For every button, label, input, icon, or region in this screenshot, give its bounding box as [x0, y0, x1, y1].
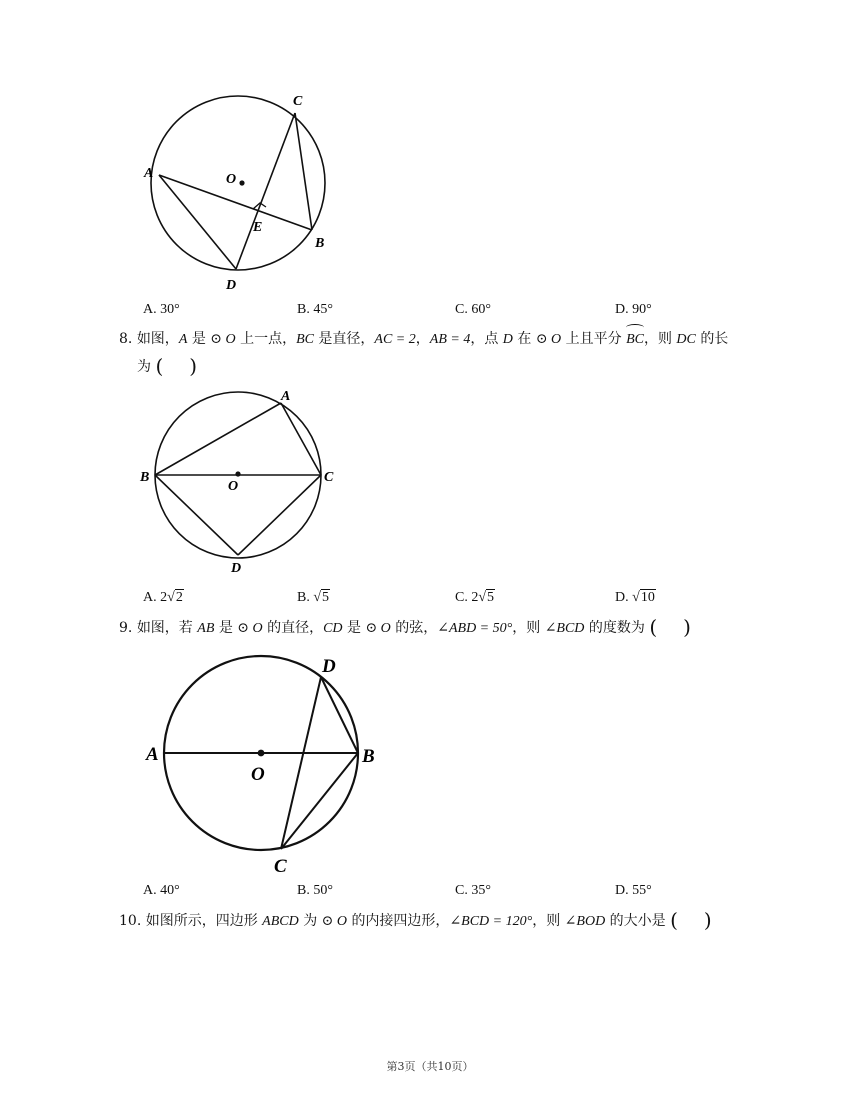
q7-option-c[interactable]: C. 60° — [455, 302, 491, 317]
q7-figure — [140, 85, 340, 295]
q7-label-c: C — [293, 94, 303, 109]
q9-figure — [140, 650, 390, 880]
q8-answer-blank[interactable]: ( ) — [155, 354, 198, 378]
q8-option-b[interactable]: B. √5 — [297, 590, 330, 605]
q8-arc-bc: BC — [626, 327, 644, 353]
q9-number: 9. — [119, 620, 133, 636]
q8-number: 8. — [119, 331, 133, 347]
q7-label-d: D — [226, 278, 237, 293]
q7-label-o: O — [226, 172, 237, 187]
q8-label-a: A — [281, 389, 291, 404]
q7-label-b: B — [315, 236, 325, 251]
q8-label-o: O — [228, 479, 239, 494]
q9-label-a: A — [146, 744, 159, 765]
q8-label-c: C — [324, 470, 334, 485]
q8-option-d[interactable]: D. √10 — [615, 590, 655, 605]
q7-option-a[interactable]: A. 30° — [143, 302, 180, 317]
q9-option-a[interactable]: A. 40° — [143, 883, 180, 898]
q8-option-c[interactable]: C. 2√5 — [455, 590, 495, 605]
q9-option-d[interactable]: D. 55° — [615, 883, 652, 898]
q9-label-d: D — [322, 656, 336, 677]
q9-question: 9. 如图，若 AB 是 ⊙ O 的直径，CD 是 ⊙ O 的弦，∠ABD = 50°，则 ∠BCD 的度数为 ( ) — [119, 615, 691, 639]
page-footer: 第3页（共10页） — [386, 1060, 474, 1073]
q7-option-d[interactable]: D. 90° — [615, 302, 652, 317]
q9-label-b: B — [362, 746, 375, 767]
q9-answer-blank[interactable]: ( ) — [649, 615, 691, 639]
q9-option-b[interactable]: B. 50° — [297, 883, 333, 898]
q10-question: 10. 如图所示，四边形 ABCD 为 ⊙ O 的内接四边形，∠BCD = 120°，则 ∠BOD 的大小是 ( ) — [119, 908, 712, 932]
q10-answer-blank[interactable]: ( ) — [670, 908, 712, 932]
q10-number: 10. — [119, 913, 142, 929]
q9-option-c[interactable]: C. 35° — [455, 883, 491, 898]
q9-label-o: O — [251, 764, 265, 785]
q7-option-b[interactable]: B. 45° — [297, 302, 333, 317]
q8-label-d: D — [231, 561, 242, 576]
q8-label-b: B — [140, 470, 150, 485]
q8-question-line2: 为 ( ) — [137, 354, 198, 378]
q7-label-e: E — [253, 220, 263, 235]
q8-question: 8. 如图，A 是 ⊙ O 上一点，BC 是直径，AC = 2，AB = 4，点 D 在 ⊙ O 上且平分 BC，则 DC 的长 — [119, 326, 728, 353]
q7-label-a: A — [144, 166, 154, 181]
q8-option-a[interactable]: A. 2√2 — [143, 590, 183, 605]
q9-label-c: C — [274, 856, 287, 877]
q8-figure — [135, 380, 345, 580]
